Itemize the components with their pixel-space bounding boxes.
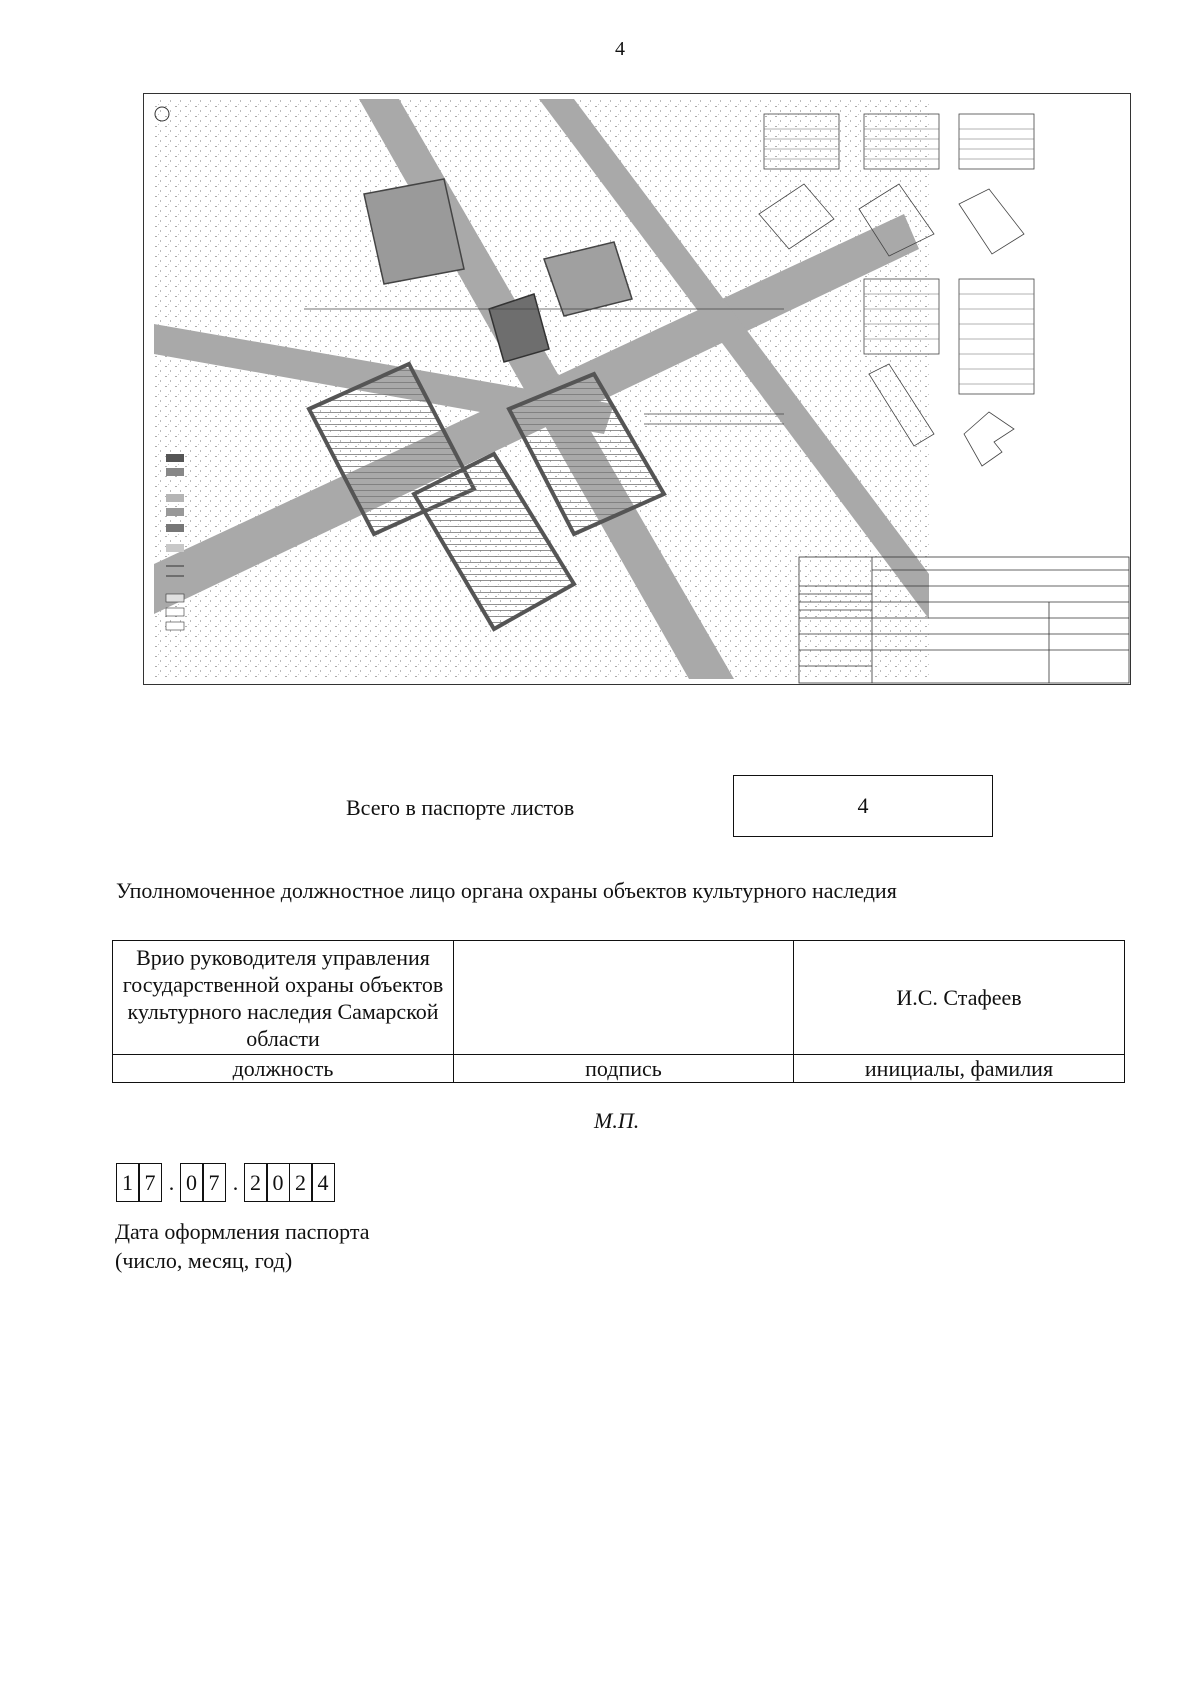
- date-year-digit: 2: [289, 1163, 313, 1202]
- caption-signature: подпись: [454, 1055, 794, 1083]
- date-caption-line1: Дата оформления паспорта: [115, 1219, 370, 1244]
- date-year-digit: 2: [244, 1163, 268, 1202]
- date-separator: .: [232, 1169, 239, 1195]
- site-plan-svg: [144, 94, 1130, 684]
- date-separator: .: [168, 1169, 175, 1195]
- official-signature: [454, 941, 794, 1055]
- sheets-total-label: Всего в паспорте листов: [346, 795, 575, 820]
- date-day-digit: 7: [138, 1163, 162, 1202]
- site-plan-drawing: [143, 93, 1131, 685]
- date-caption: [115, 1217, 370, 1275]
- official-heading: Уполномоченное должностное лицо органа охраны объектов культурного наследия: [116, 878, 897, 903]
- signature-table: [112, 940, 1125, 1083]
- date-month-digit: 0: [180, 1163, 204, 1202]
- page-number: 4: [615, 38, 625, 60]
- caption-name: инициалы, фамилия: [794, 1055, 1125, 1083]
- date-year-digit: 0: [266, 1163, 290, 1202]
- date-year-digit: 4: [311, 1163, 335, 1202]
- date-caption-line2: (число, месяц, год): [115, 1248, 293, 1273]
- official-name: И.С. Стафеев: [794, 941, 1125, 1055]
- map-area: [154, 99, 929, 679]
- official-position: Врио руководителя управления государственной охраны объектов культурного наследия Самарской области: [113, 941, 454, 1055]
- stamp-place: М.П.: [594, 1108, 640, 1133]
- caption-position: должность: [113, 1055, 454, 1083]
- date-day-digit: 1: [116, 1163, 140, 1202]
- date-month-digit: 7: [202, 1163, 226, 1202]
- sheets-total-value: 4: [733, 775, 993, 837]
- issue-date: [117, 1163, 335, 1202]
